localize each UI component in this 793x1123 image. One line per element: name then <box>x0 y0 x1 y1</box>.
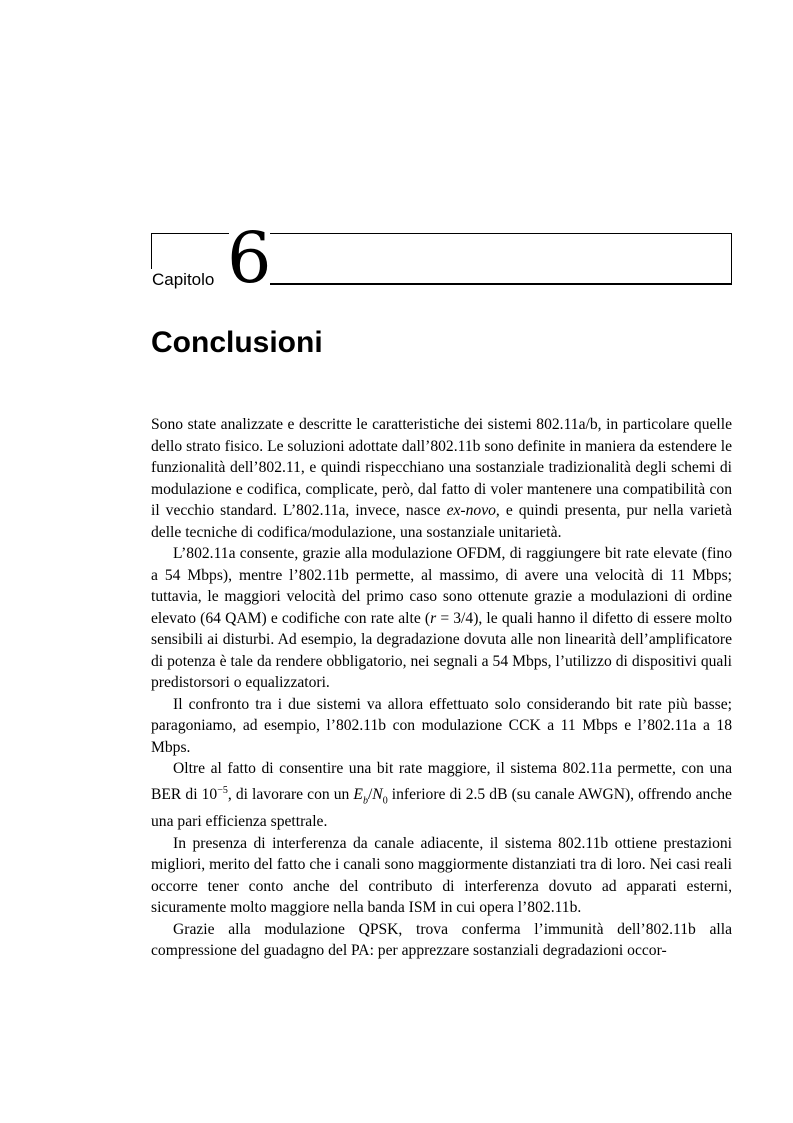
text-segment: = 3/4), le quali hanno il difetto di essere molto sensibili ai disturbi. Ad esempio, la degradazione dovuta alle non linearità dell’amplificatore di potenza è tale da rendere obbligatorio, nei segnali a 54 Mbps, l’utilizzo di dispositivi quali predistorsori o equalizzatori. <box>151 609 732 691</box>
text-segment: 0 <box>382 794 388 806</box>
paragraph <box>151 919 732 962</box>
paragraph <box>151 543 732 694</box>
text-segment: −5 <box>217 784 228 796</box>
text-segment: Oltre al fatto di consentire una bit rate maggiore, il sistema 802.11a permette, con una BER di 10 <box>151 760 732 803</box>
text-segment: r <box>430 609 437 627</box>
text-segment: ex-novo <box>446 502 496 519</box>
heading-frame-right <box>731 233 732 283</box>
text-segment: Grazie alla modulazione QPSK, trova conferma l’immunità dell’802.11b alla compressione del guadagno del PA: per apprezzare sostanziali degradazioni occor- <box>151 920 732 960</box>
text-segment: , e quindi presenta, pur nella varietà delle tecniche di codifica/modulazione, una sostanziale unitarietà. <box>151 502 732 541</box>
paragraph <box>151 833 732 919</box>
paragraph <box>151 414 732 543</box>
chapter-number: 6 <box>227 217 272 299</box>
text-segment: / <box>367 785 373 803</box>
paragraph <box>151 758 732 833</box>
heading-frame-top-left <box>151 233 229 234</box>
chapter-label: Capitolo <box>152 270 215 289</box>
text-segment: Sono state analizzate e descritte le caratteristiche dei sistemi 802.11a/b, in particolare quelle dello strato fisico. Le soluzioni adottate dall’802.11b sono definite in maniera da estendere le funzionalità dell’802.11, e quindi rispecchiano una sostanziale tradizionalità degli schemi di modulazione e codifica, complicate, però, dal fatto di voler mantenere una compatibilità con il vecchio standard. L’802.11a, invece, nasce <box>151 416 732 519</box>
text-segment: b <box>362 794 368 806</box>
heading-rule <box>270 283 732 285</box>
paragraph <box>151 694 732 759</box>
body-text <box>151 414 732 962</box>
chapter-title: Conclusioni <box>151 326 323 359</box>
text-segment: In presenza di interferenza da canale adiacente, il sistema 802.11b ottiene prestazioni migliori, merito del fatto che i canali sono maggiormente distanziati tra di loro. Nei casi reali occorre tener conto anche del contributo di interferenza dovuto ad apparati esterni, sicuramente molto maggiore nella banda ISM in cui opera l’802.11b. <box>151 834 732 917</box>
text-segment: inferiore di 2.5 dB (su canale AWGN), offrendo anche una pari efficienza spettrale. <box>151 785 732 831</box>
heading-frame-top-right <box>270 233 732 234</box>
chapter-heading <box>151 217 732 299</box>
text-segment: L’802.11a consente, grazie alla modulazione OFDM, di raggiungere bit rate elevate (fino a 54 Mbps), mentre l’802.11b permette, al massimo, di avere una velocità di 11 Mbps; tuttavia, le maggiori velocità del primo caso sono ottenute grazie a modulazioni di ordine elevato (64 QAM) e codifiche con rate alte ( <box>151 545 732 627</box>
text-segment: Il confronto tra i due sistemi va allora effettuato solo considerando bit rate più basse; paragoniamo, ad esempio, l’802.11b con modulazione CCK a 11 Mbps e l’802.11a a 18 Mbps. <box>151 695 732 756</box>
text-segment: , di lavorare con un <box>227 785 354 803</box>
text-segment: E <box>353 785 363 803</box>
text-segment: N <box>372 785 383 803</box>
heading-frame-left <box>151 233 152 269</box>
